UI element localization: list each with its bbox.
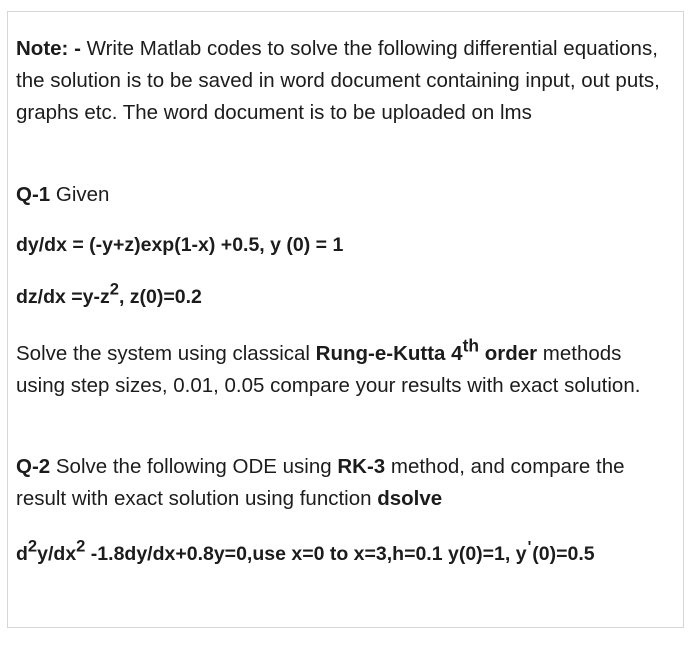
note-text: Write Matlab codes to solve the following differential equations, the solution is to be saved in word document containing input, out puts, graphs etc. The word document is to be uploaded on lms xyxy=(16,37,660,124)
q1-eq2-prefix: dz/dx =y-z xyxy=(16,286,110,308)
q1-method-order-sup: th xyxy=(462,335,479,356)
note-label: Note: - xyxy=(16,37,81,60)
q1-label: Q-1 xyxy=(16,183,51,206)
q2-instructions xyxy=(16,451,676,515)
q2-text-prefix: Solve the following ODE using xyxy=(50,455,338,478)
q2-equation: $d^2y/dx^2$ -1.8dy/dx+0.8y=0,use x=0 to x=3,h=0.1 y(0)=1, y'(0)=0.5 xyxy=(16,536,595,565)
q1-eq2-suffix: , z(0)=0.2 xyxy=(118,286,202,308)
q2-eq-d: d xyxy=(16,543,28,565)
q2-eq-mid: y/dx xyxy=(37,543,77,565)
q2-eq-rest: -1.8dy/dx+0.8y=0,use x=0 to x=3,h=0.1 y(0)=1, y xyxy=(85,543,527,565)
q1-eq2-exponent: 2 xyxy=(109,279,119,299)
q1-method-suffix: order xyxy=(479,342,538,365)
q1-equation-2 xyxy=(16,281,202,313)
note-paragraph xyxy=(16,33,676,129)
q2-eq-sup2: 2 xyxy=(76,536,86,556)
q1-heading xyxy=(16,179,109,211)
q1-text-prefix: Solve the system using classical xyxy=(16,342,316,365)
q2-function-name: dsolve xyxy=(377,487,443,510)
q2-label: Q-2 xyxy=(16,455,51,478)
q1-method xyxy=(315,335,538,365)
q2-eq-end: (0)=0.5 xyxy=(532,543,595,565)
q1-equation-1: dy/dx = (-y+z)exp(1-x) +0.5, y (0) = 1 xyxy=(16,234,344,256)
q1-text-suffix: methods using step sizes, 0.01, 0.05 compare your results with exact solution. xyxy=(16,342,641,397)
q2-method: RK-3 xyxy=(337,455,386,478)
q2-text-middle: method, and compare the result with exact solution using function xyxy=(16,455,625,510)
q1-given-text: Given xyxy=(50,183,110,206)
q1-method-name: Rung-e-Kutta 4 xyxy=(315,342,463,365)
q2-eq-sup1: 2 xyxy=(27,536,38,556)
q1-instructions xyxy=(16,335,676,402)
